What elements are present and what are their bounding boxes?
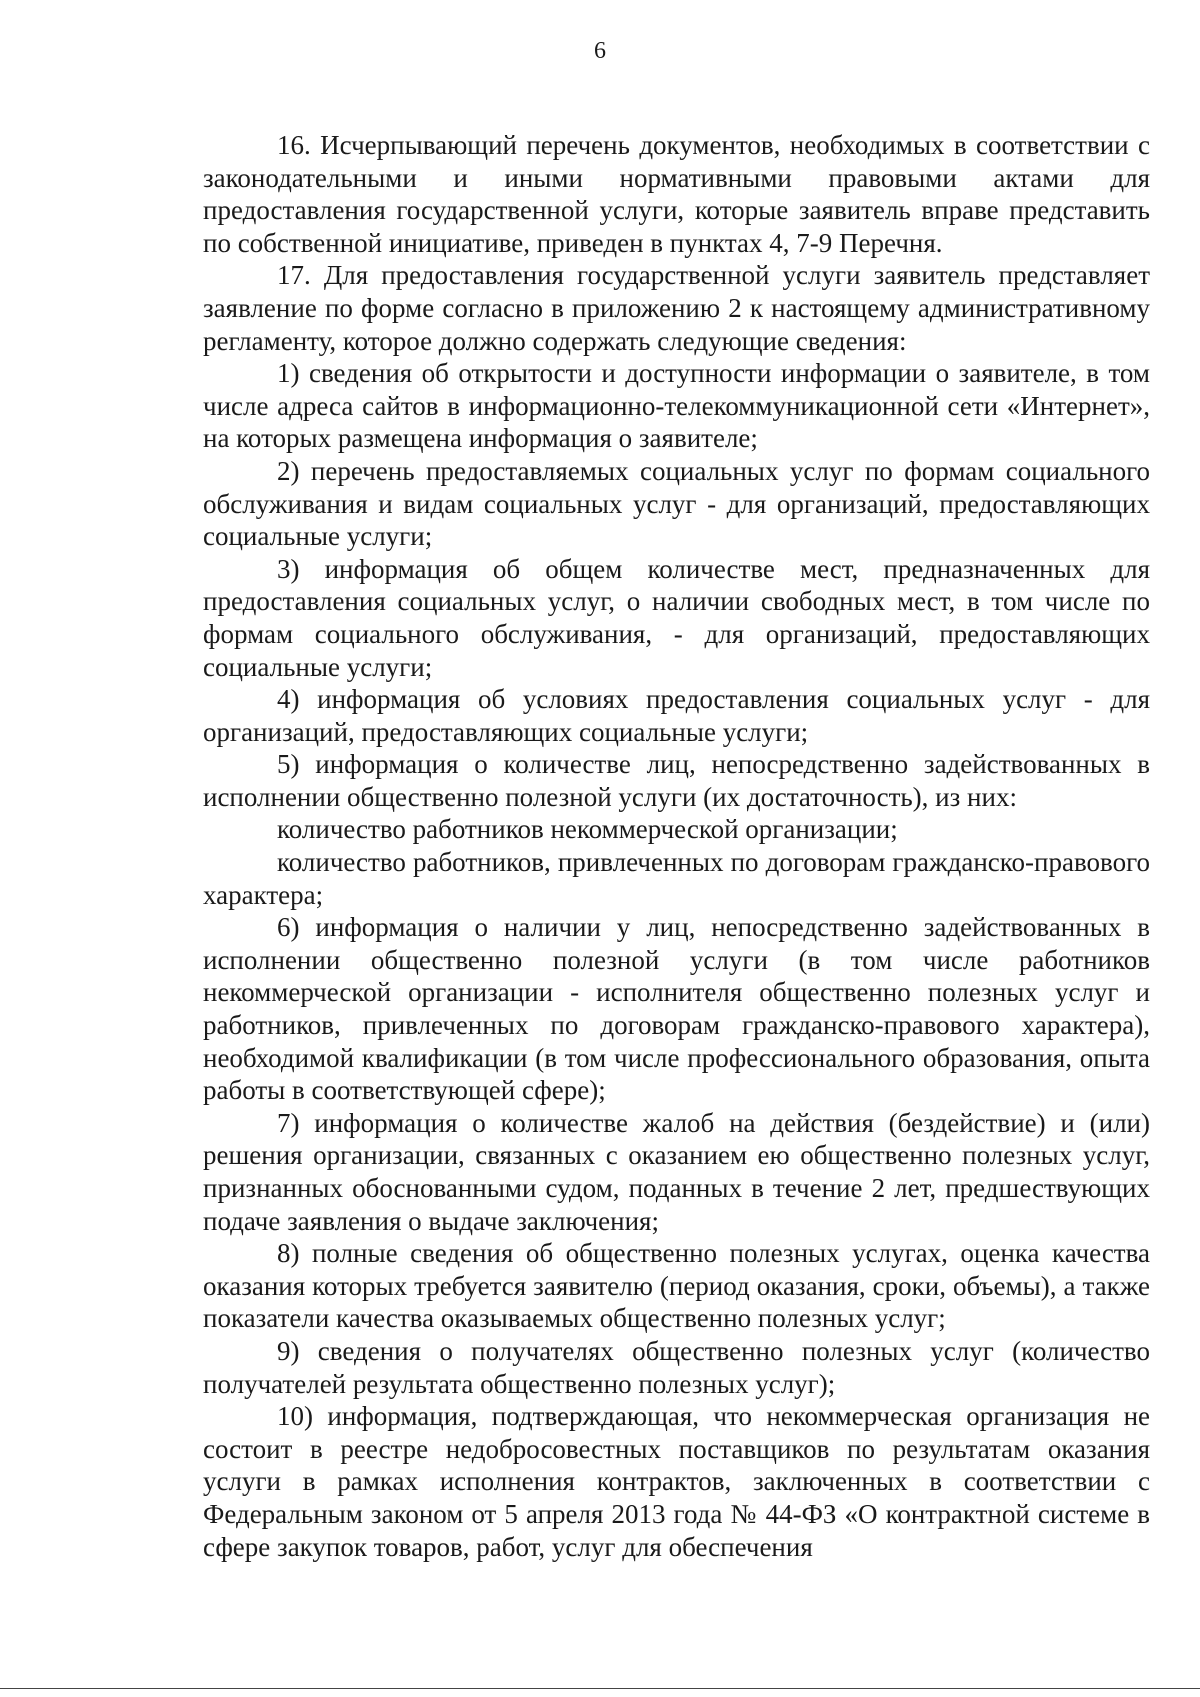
list-item-4: 4) информация об условиях предоставления социальных услуг - для организаций, предоставляющих социальные услуги; [203,684,1150,747]
page-number: 6 [594,38,606,64]
sub-item-contract-staff: количество работников, привлеченных по договорам гражданско-правового характера; [203,847,1150,910]
list-item-2: 2) перечень предоставляемых социальных услуг по формам социального обслуживания и видам социальных услуг - для организаций, предоставляющих социальные услуги; [203,455,1150,552]
list-item-6: 6) информация о наличии у лиц, непосредственно задействованных в исполнении общественно полезной услуги (в том числе работников некоммерческой организации - исполнителя общественно полезных услуг и работников, привлеченных по договорам гражданско-правового характера), необходимой квалификации (в том числе профессионального образования, опыта работы в соответствующей сфере); [203,912,1150,1106]
list-item-9: 9) сведения о получателях общественно полезных услуг (количество получателей результата общественно полезных услуг); [203,1335,1150,1399]
list-item-7: 7) информация о количестве жалоб на действия (бездействие) и (или) решения организации, связанных с оказанием ею общественно полезных услуг, признанных обоснованными судом, поданных в течение 2 лет, предшествующих подаче заявления о выдаче заключения; [203,1107,1150,1236]
paragraph-17: 17. Для предоставления государственной услуги заявитель представляет заявление по форме согласно в приложению 2 к настоящему административному регламенту, которое должно содержать следующие сведения: [203,260,1150,356]
list-item-10: 10) информация, подтверждающая, что некоммерческая организация не состоит в реестре недобросовестных поставщиков по результатам оказания услуги в рамках исполнения контрактов, заключенных в соответствии с Федеральным законом от 5 апреля 2013 года № 44-ФЗ «О контрактной системе в сфере закупок товаров, работ, услуг для обеспечения [203,1401,1150,1562]
list-item-3: 3) информация об общем количестве мест, предназначенных для предоставления социальных услуг, о наличии свободных мест, в том числе по формам социального обслуживания, - для организаций, предоставляющих социальные услуги; [203,553,1150,682]
list-item-1: 1) сведения об открытости и доступности информации о заявителе, в том числе адреса сайтов в информационно-телекоммуникационной сети «Интернет», на которых размещена информация о заявителе; [203,358,1150,454]
paragraph-16: 16. Исчерпывающий перечень документов, необходимых в соответствии с законодательными и иными нормативными правовыми актами для предоставления государственной услуги, которые заявитель вправе представить по собственной инициативе, приведен в пунктах 4, 7-9 Перечня. [203,130,1150,258]
list-item-8: 8) полные сведения об общественно полезных услугах, оценка качества оказания которых требуется заявителю (период оказания, сроки, объемы), а также показатели качества оказываемых общественно полезных услуг; [203,1238,1150,1334]
document-body [203,129,1150,1563]
sub-item-staff: количество работников некоммерческой организации; [277,814,898,845]
list-item-5: 5) информация о количестве лиц, непосредственно задействованных в исполнении общественно полезной услуги (их достаточность), из них: [203,749,1150,812]
page-bottom-rule [0,1688,1200,1689]
